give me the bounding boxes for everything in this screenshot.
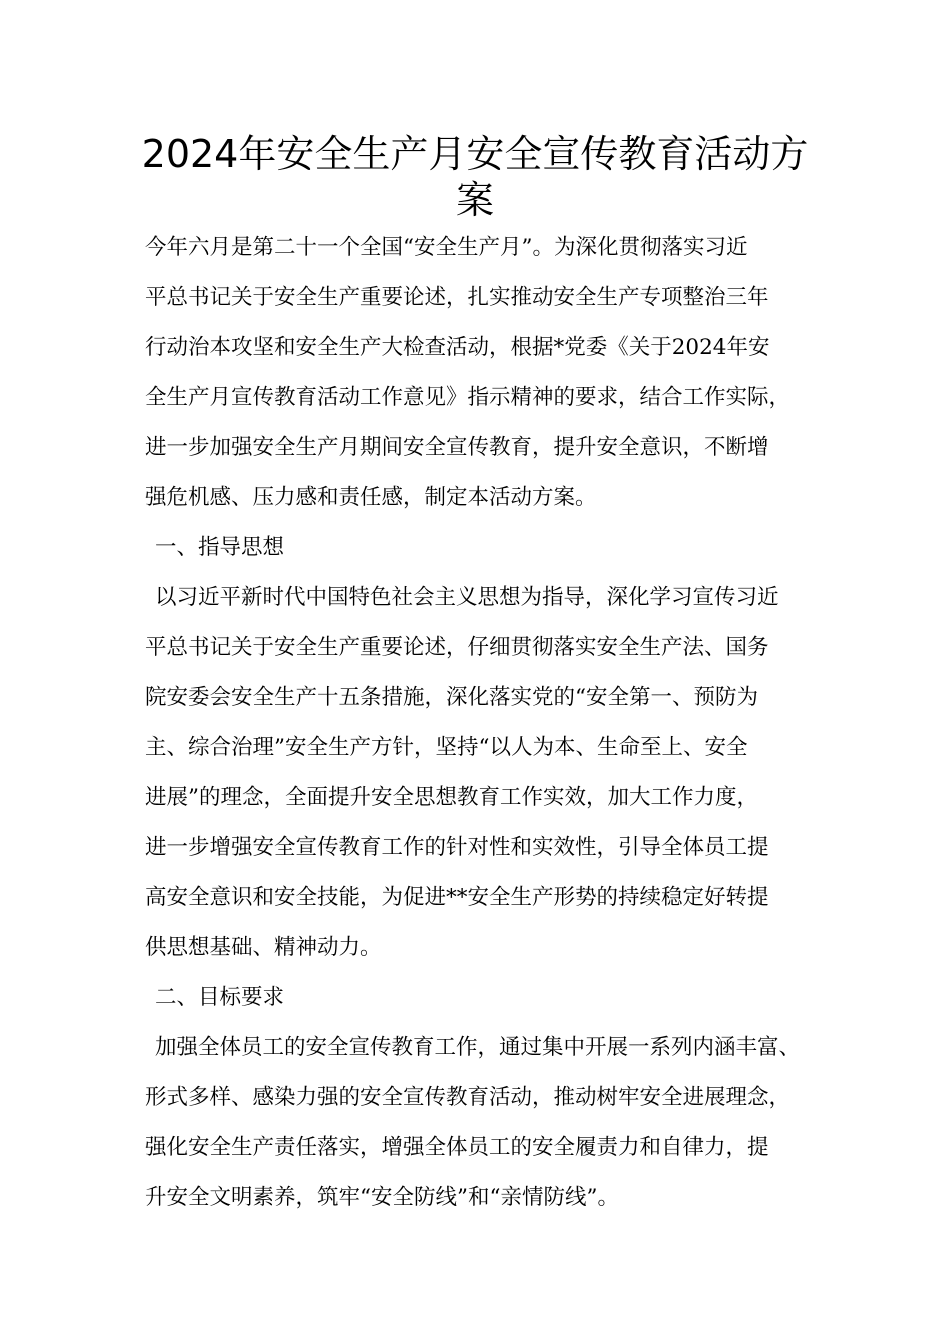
paragraph-goals-line-3: 强化安全生产责任落实，增强全体员工的安全履责力和自律力，提 — [145, 1135, 769, 1160]
paragraph-guiding-line-5: 进展”的理念，全面提升安全思想教育工作实效，加大工作力度， — [145, 785, 758, 810]
document-title-line-1: 2024年安全生产月安全宣传教育活动方 — [141, 132, 809, 176]
paragraph-guiding-line-2: 平总书记关于安全生产重要论述，仔细贯彻落实安全生产法、国务 — [145, 635, 769, 660]
paragraph-guiding-line-7: 高安全意识和安全技能，为促进**安全生产形势的持续稳定好转提 — [145, 885, 769, 910]
paragraph-guiding-line-3: 院安委会安全生产十五条措施，深化落实党的“安全第一、预防为 — [145, 685, 758, 710]
paragraph-intro-line-6: 强危机感、压力感和责任感，制定本活动方案。 — [145, 485, 597, 510]
paragraph-guiding-line-6: 进一步增强安全宣传教育工作的针对性和实效性，引导全体员工提 — [145, 835, 769, 860]
paragraph-goals-line-4: 升安全文明素养，筑牢“安全防线”和“亲情防线”。 — [145, 1185, 619, 1210]
section-heading-guiding-thought: 一、指导思想 — [155, 535, 285, 560]
paragraph-goals-line-2: 形式多样、感染力强的安全宣传教育活动，推动树牢安全进展理念， — [145, 1085, 791, 1110]
paragraph-goals-line-1: 加强全体员工的安全宣传教育工作，通过集中开展一系列内涵丰富、 — [155, 1035, 801, 1060]
paragraph-intro-line-5: 进一步加强安全生产月期间安全宣传教育，提升安全意识，不断增 — [145, 435, 769, 460]
paragraph-intro-line-4: 全生产月宣传教育活动工作意见》指示精神的要求，结合工作实际， — [145, 385, 791, 410]
paragraph-guiding-line-1: 以习近平新时代中国特色社会主义思想为指导，深化学习宣传习近 — [155, 585, 779, 610]
document-title-line-2: 案 — [455, 178, 494, 222]
paragraph-intro-line-1: 今年六月是第二十一个全国“安全生产月”。为深化贯彻落实习近 — [145, 235, 748, 260]
section-heading-goals: 二、目标要求 — [155, 985, 285, 1010]
paragraph-guiding-line-8: 供思想基础、精神动力。 — [145, 935, 382, 960]
paragraph-intro-line-2: 平总书记关于安全生产重要论述，扎实推动安全生产专项整治三年 — [145, 285, 769, 310]
paragraph-intro-line-3: 行动治本攻坚和安全生产大检查活动，根据*党委《关于2024年安 — [145, 335, 770, 360]
paragraph-guiding-line-4: 主、综合治理”安全生产方针，坚持“以人为本、生命至上、安全 — [145, 735, 748, 760]
